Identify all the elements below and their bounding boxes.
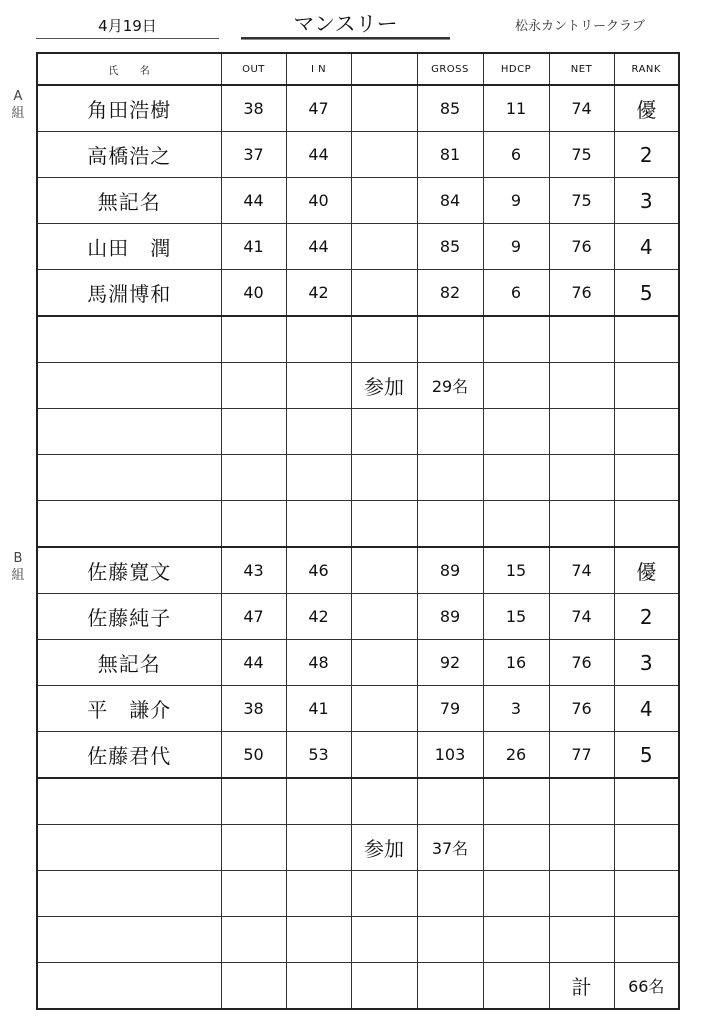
score-table (36, 52, 680, 1010)
gross-score: 85 (417, 224, 483, 270)
net-score: 74 (549, 594, 614, 640)
net-score: 75 (549, 132, 614, 178)
blank-cell (351, 732, 417, 779)
group-a-label (8, 88, 28, 122)
blank-cell (351, 547, 417, 594)
out-score: 38 (221, 686, 286, 732)
player-name: 無記名 (37, 640, 221, 686)
col-header-net: NET (549, 53, 614, 85)
out-score: 50 (221, 732, 286, 779)
col-header-hdcp: HDCP (483, 53, 549, 85)
player-name: 角田浩樹 (37, 85, 221, 132)
col-header-out: OUT (221, 53, 286, 85)
col-header-name: 氏 名 (37, 53, 221, 85)
date-underline (36, 38, 219, 39)
gross-score: 82 (417, 270, 483, 317)
hdcp-value: 16 (483, 640, 549, 686)
gross-score: 89 (417, 594, 483, 640)
rank-value: 5 (614, 732, 679, 779)
gross-score: 92 (417, 640, 483, 686)
out-score: 38 (221, 85, 286, 132)
player-name: 佐藤君代 (37, 732, 221, 779)
in-score: 47 (286, 85, 351, 132)
out-score: 37 (221, 132, 286, 178)
player-name: 佐藤寛文 (37, 547, 221, 594)
in-score: 42 (286, 270, 351, 317)
gross-score: 103 (417, 732, 483, 779)
hdcp-value: 9 (483, 224, 549, 270)
blank-cell (351, 594, 417, 640)
total-count: 66名 (614, 963, 679, 1010)
blank-cell (351, 686, 417, 732)
hdcp-value: 15 (483, 594, 549, 640)
blank-cell (351, 132, 417, 178)
player-name: 平 謙介 (37, 686, 221, 732)
hdcp-value: 11 (483, 85, 549, 132)
table-row (37, 594, 679, 640)
participation-label: 参加 (351, 825, 417, 871)
blank-cell (351, 270, 417, 317)
rank-value: 4 (614, 686, 679, 732)
col-header-blank (351, 53, 417, 85)
hdcp-value: 26 (483, 732, 549, 779)
empty-row (37, 917, 679, 963)
empty-row (37, 455, 679, 501)
empty-row (37, 778, 679, 825)
player-name: 無記名 (37, 178, 221, 224)
blank-cell (351, 640, 417, 686)
rank-value: 3 (614, 178, 679, 224)
net-score: 76 (549, 686, 614, 732)
group-b-letter: B (13, 551, 23, 566)
table-row (37, 732, 679, 779)
hdcp-value: 6 (483, 270, 549, 317)
rank-value: 2 (614, 594, 679, 640)
rank-value: 5 (614, 270, 679, 317)
net-score: 74 (549, 547, 614, 594)
rank-value: 3 (614, 640, 679, 686)
col-header-rank: RANK (614, 53, 679, 85)
hdcp-value: 9 (483, 178, 549, 224)
table-row (37, 547, 679, 594)
group-a-kanji: 組 (11, 106, 25, 121)
page-title: マンスリー (293, 12, 398, 36)
out-score: 40 (221, 270, 286, 317)
gross-score: 85 (417, 85, 483, 132)
in-score: 40 (286, 178, 351, 224)
rank-value: 4 (614, 224, 679, 270)
participation-row (37, 825, 679, 871)
gross-score: 81 (417, 132, 483, 178)
participation-row (37, 363, 679, 409)
rank-value: 2 (614, 132, 679, 178)
participation-count: 37名 (417, 825, 483, 871)
table-row (37, 270, 679, 317)
empty-row (37, 871, 679, 917)
net-score: 76 (549, 640, 614, 686)
event-date: 4月19日 (98, 17, 157, 35)
empty-row (37, 316, 679, 363)
net-score: 74 (549, 85, 614, 132)
in-score: 44 (286, 132, 351, 178)
out-score: 44 (221, 178, 286, 224)
empty-row (37, 409, 679, 455)
header-row (37, 53, 679, 85)
player-name: 佐藤純子 (37, 594, 221, 640)
out-score: 41 (221, 224, 286, 270)
group-a-letter: A (13, 89, 23, 104)
in-score: 53 (286, 732, 351, 779)
player-name: 馬淵博和 (37, 270, 221, 317)
out-score: 43 (221, 547, 286, 594)
in-score: 42 (286, 594, 351, 640)
gross-score: 84 (417, 178, 483, 224)
gross-score: 79 (417, 686, 483, 732)
club-name: 松永カントリークラブ (514, 19, 645, 34)
in-score: 48 (286, 640, 351, 686)
table-row (37, 178, 679, 224)
table-row (37, 686, 679, 732)
total-label: 計 (549, 963, 614, 1010)
hdcp-value: 15 (483, 547, 549, 594)
rank-value: 優 (614, 547, 679, 594)
participation-count: 29名 (417, 363, 483, 409)
title-underline (241, 37, 450, 40)
table-row (37, 640, 679, 686)
hdcp-value: 6 (483, 132, 549, 178)
blank-cell (351, 85, 417, 132)
group-b-kanji: 組 (11, 568, 25, 583)
empty-row (37, 501, 679, 548)
net-score: 77 (549, 732, 614, 779)
net-score: 76 (549, 270, 614, 317)
table-row (37, 132, 679, 178)
net-score: 75 (549, 178, 614, 224)
net-score: 76 (549, 224, 614, 270)
table-row (37, 85, 679, 132)
blank-cell (351, 178, 417, 224)
out-score: 44 (221, 640, 286, 686)
in-score: 44 (286, 224, 351, 270)
blank-cell (351, 224, 417, 270)
col-header-in: I N (286, 53, 351, 85)
hdcp-value: 3 (483, 686, 549, 732)
table-row (37, 224, 679, 270)
gross-score: 89 (417, 547, 483, 594)
out-score: 47 (221, 594, 286, 640)
group-b-label (8, 550, 28, 584)
player-name: 山田 潤 (37, 224, 221, 270)
total-row (37, 963, 679, 1010)
participation-label: 参加 (351, 363, 417, 409)
col-header-gross: GROSS (417, 53, 483, 85)
in-score: 41 (286, 686, 351, 732)
in-score: 46 (286, 547, 351, 594)
rank-value: 優 (614, 85, 679, 132)
player-name: 高橋浩之 (37, 132, 221, 178)
